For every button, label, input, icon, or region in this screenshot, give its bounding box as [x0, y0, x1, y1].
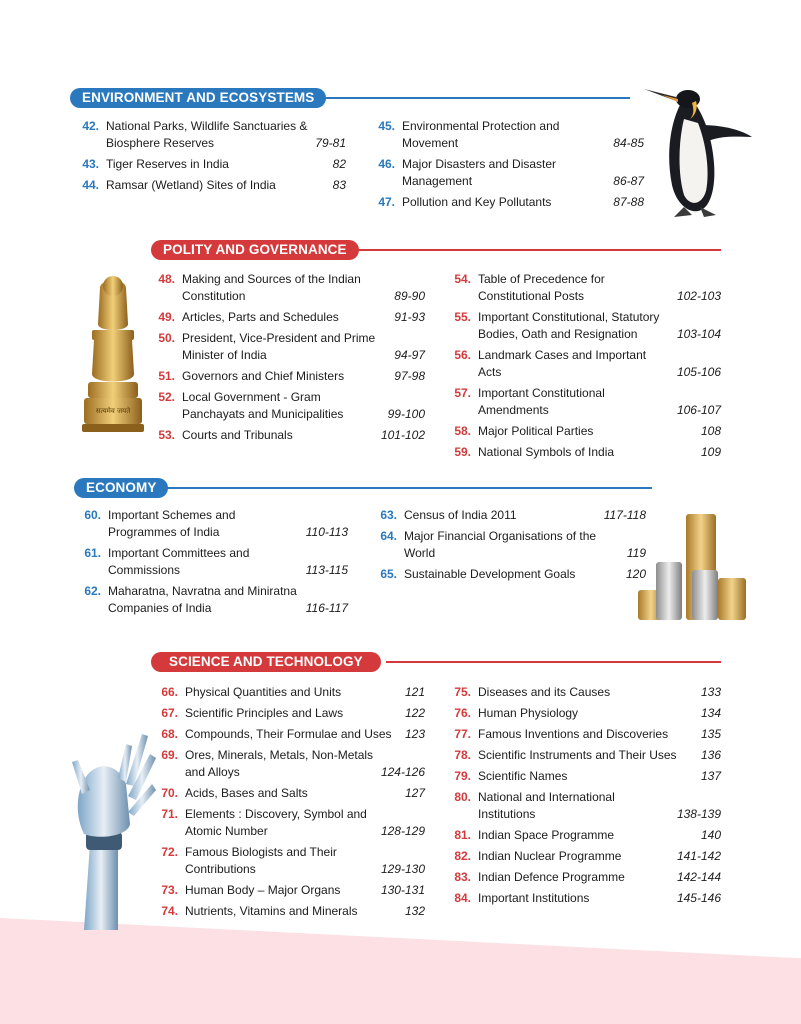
entry-title: Acids, Bases and Salts: [185, 786, 308, 800]
entry-number: 71.: [161, 807, 178, 821]
penguin-icon: [640, 85, 755, 220]
entry-number: 63.: [380, 508, 397, 522]
toc-entry: [155, 844, 425, 878]
entry-title: Indian Nuclear Programme: [478, 849, 622, 863]
entry-pages: 89-90: [394, 289, 425, 303]
toc-entry: [372, 194, 644, 211]
entry-pages: 79-81: [315, 136, 346, 150]
entry-title: Human Body – Major Organs: [185, 883, 341, 897]
entry-pages: 91-93: [394, 310, 425, 324]
entry-pages: 137: [700, 769, 721, 783]
section-heading-science: [151, 652, 721, 672]
heading-rule: [164, 487, 652, 489]
entry-title: Compounds, Their Formulae and Uses: [185, 727, 392, 741]
entry-number: 67.: [161, 706, 178, 720]
entry-pages: 82: [332, 157, 346, 171]
entry-number: 69.: [161, 748, 178, 762]
entry-pages: 103-104: [676, 327, 721, 341]
entry-number: 52.: [158, 390, 175, 404]
entry-pages: 121: [404, 685, 425, 699]
entry-pages: 130-131: [380, 883, 425, 897]
entry-pages: 138-139: [676, 807, 721, 821]
toc-entry: [155, 705, 425, 722]
toc-entry: [152, 389, 425, 423]
entry-title: Major Disasters and Disaster Management: [402, 157, 557, 188]
toc-entry: [155, 882, 425, 899]
entry-title: Pollution and Key Pollutants: [402, 195, 552, 209]
entry-title: Important Schemes and Programmes of India: [108, 508, 236, 539]
entry-pages: 109: [700, 445, 721, 459]
entry-pages: 113-115: [305, 563, 348, 577]
entry-title: Indian Defence Programme: [478, 870, 625, 884]
entry-pages: 99-100: [387, 407, 425, 421]
toc-entry: [76, 118, 346, 152]
toc-entry: [448, 423, 721, 440]
toc-entry: [448, 385, 721, 419]
entry-title: Famous Inventions and Discoveries: [478, 727, 669, 741]
heading-pill: POLITY AND GOVERNANCE: [151, 240, 359, 260]
entry-number: 80.: [454, 790, 471, 804]
entry-number: 45.: [378, 119, 395, 133]
toc-column: [152, 271, 425, 444]
entry-title: Important Constitutional Amendments: [478, 386, 605, 417]
entry-number: 72.: [161, 845, 178, 859]
entry-title: National Symbols of India: [478, 445, 615, 459]
entry-number: 53.: [158, 428, 175, 442]
entry-pages: 145-146: [676, 891, 721, 905]
entry-title: Major Political Parties: [478, 424, 594, 438]
entry-pages: 133: [700, 685, 721, 699]
entry-pages: 129-130: [380, 862, 425, 876]
entry-title: Nutrients, Vitamins and Minerals: [185, 904, 358, 918]
toc-column: [374, 507, 646, 583]
ashoka-emblem-icon: [80, 274, 146, 434]
entry-number: 83.: [454, 870, 471, 884]
coin-stacks-icon: [636, 510, 748, 622]
pink-footer-band: [0, 918, 801, 1024]
toc-entry: [448, 726, 721, 743]
entry-pages: 128-129: [380, 824, 425, 838]
toc-entry: [152, 330, 425, 364]
toc-entry: [372, 156, 644, 190]
entry-title: Governors and Chief Ministers: [182, 369, 345, 383]
toc-entry: [448, 309, 721, 343]
entry-number: 59.: [454, 445, 471, 459]
entry-number: 64.: [380, 529, 397, 543]
toc-entry: [76, 177, 346, 194]
toc-entry: [448, 684, 721, 701]
entry-pages: 86-87: [613, 174, 644, 188]
entry-title: Diseases and its Causes: [478, 685, 611, 699]
entry-pages: 84-85: [613, 136, 644, 150]
entry-title: Courts and Tribunals: [182, 428, 293, 442]
entry-number: 43.: [82, 157, 99, 171]
entry-number: 56.: [454, 348, 471, 362]
toc-entry: [155, 726, 425, 743]
toc-entry: [448, 705, 721, 722]
entry-pages: 124-126: [380, 765, 425, 779]
entry-number: 74.: [161, 904, 178, 918]
entry-number: 42.: [82, 119, 99, 133]
entry-pages: 141-142: [676, 849, 721, 863]
section-heading-environment: [70, 88, 630, 108]
entry-pages: 127: [404, 786, 425, 800]
entry-number: 48.: [158, 272, 175, 286]
entry-number: 60.: [84, 508, 101, 522]
toc-entry: [448, 347, 721, 381]
entry-number: 82.: [454, 849, 471, 863]
toc-entry: [374, 566, 646, 583]
heading-rule: [386, 661, 721, 663]
entry-pages: 135: [700, 727, 721, 741]
entry-title: Local Government - Gram Panchayats and Municipalities: [182, 390, 344, 421]
toc-column: [372, 118, 644, 211]
toc-entry: [152, 368, 425, 385]
entry-title: Scientific Names: [478, 769, 568, 783]
toc-entry: [152, 427, 425, 444]
entry-number: 46.: [378, 157, 395, 171]
entry-number: 58.: [454, 424, 471, 438]
toc-entry: [448, 747, 721, 764]
entry-number: 75.: [454, 685, 471, 699]
entry-pages: 136: [700, 748, 721, 762]
entry-title: Maharatna, Navratna and Miniratna Companies of India: [108, 584, 297, 615]
entry-pages: 117-118: [603, 508, 646, 522]
entry-number: 68.: [161, 727, 178, 741]
section-heading-economy: [74, 478, 652, 498]
toc-entry: [448, 271, 721, 305]
entry-number: 44.: [82, 178, 99, 192]
entry-title: Environmental Protection and Movement: [402, 119, 560, 150]
entry-pages: 119: [626, 546, 646, 560]
entry-pages: 116-117: [305, 601, 348, 615]
toc-column: [76, 118, 346, 194]
entry-title: Elements : Discovery, Symbol and Atomic Number: [185, 807, 367, 838]
toc-entry: [448, 869, 721, 886]
toc-entry: [448, 768, 721, 785]
toc-entry: [448, 890, 721, 907]
entry-number: 81.: [454, 828, 471, 842]
entry-number: 57.: [454, 386, 471, 400]
entry-number: 79.: [454, 769, 471, 783]
entry-pages: 108: [700, 424, 721, 438]
toc-entry: [155, 785, 425, 802]
entry-pages: 122: [404, 706, 425, 720]
entry-title: Scientific Principles and Laws: [185, 706, 344, 720]
entry-title: Landmark Cases and Important Acts: [478, 348, 647, 379]
entry-title: Indian Space Programme: [478, 828, 615, 842]
entry-title: Scientific Instruments and Their Uses: [478, 748, 677, 762]
heading-pill: ENVIRONMENT AND ECOSYSTEMS: [70, 88, 326, 108]
toc-column: [448, 684, 721, 907]
entry-title: Important Committees and Commissions: [108, 546, 250, 577]
entry-number: 51.: [158, 369, 175, 383]
heading-pill: SCIENCE AND TECHNOLOGY: [151, 652, 381, 672]
section-heading-polity: [151, 240, 721, 260]
toc-entry: [155, 684, 425, 701]
entry-pages: 110-113: [305, 525, 348, 539]
entry-title: Articles, Parts and Schedules: [182, 310, 339, 324]
toc-column: [155, 684, 425, 920]
toc-entry: [448, 444, 721, 461]
toc-entry: [78, 545, 348, 579]
entry-pages: 134: [700, 706, 721, 720]
toc-column: [448, 271, 721, 461]
toc-column: [78, 507, 348, 617]
toc-entry: [76, 156, 346, 173]
toc-entry: [448, 789, 721, 823]
entry-title: National Parks, Wildlife Sanctuaries & Biosphere Reserves: [106, 119, 308, 150]
entry-number: 65.: [380, 567, 397, 581]
entry-pages: 101-102: [380, 428, 425, 442]
entry-number: 47.: [378, 195, 395, 209]
entry-pages: 105-106: [676, 365, 721, 379]
entry-title: Census of India 2011: [404, 508, 517, 522]
entry-pages: 132: [404, 904, 425, 918]
entry-number: 70.: [161, 786, 178, 800]
toc-entry: [152, 271, 425, 305]
toc-entry: [155, 747, 425, 781]
heading-rule: [351, 249, 721, 251]
toc-entry: [155, 806, 425, 840]
entry-title: Sustainable Development Goals: [404, 567, 576, 581]
emblem-motto: सत्यमेव जयते: [95, 407, 131, 415]
entry-pages: 87-88: [613, 195, 644, 209]
heading-pill: ECONOMY: [74, 478, 168, 498]
entry-number: 62.: [84, 584, 101, 598]
entry-number: 73.: [161, 883, 178, 897]
entry-pages: 83: [332, 178, 346, 192]
toc-entry: [374, 528, 646, 562]
entry-title: President, Vice-President and Prime Minister of India: [182, 331, 376, 362]
toc-entry: [374, 507, 646, 524]
toc-entry: [448, 827, 721, 844]
entry-pages: 123: [404, 727, 425, 741]
entry-title: Human Physiology: [478, 706, 579, 720]
entry-number: 76.: [454, 706, 471, 720]
toc-entry: [372, 118, 644, 152]
entry-number: 55.: [454, 310, 471, 324]
entry-pages: 106-107: [676, 403, 721, 417]
entry-number: 54.: [454, 272, 471, 286]
entry-title: Physical Quantities and Units: [185, 685, 342, 699]
toc-entry: [448, 848, 721, 865]
heading-rule: [320, 97, 630, 99]
entry-title: Major Financial Organisations of the World: [404, 529, 597, 560]
entry-number: 66.: [161, 685, 178, 699]
entry-pages: 120: [625, 567, 646, 581]
entry-number: 78.: [454, 748, 471, 762]
toc-entry: [155, 903, 425, 920]
entry-title: National and International Institutions: [478, 790, 615, 821]
entry-title: Famous Biologists and Their Contributions: [185, 845, 337, 876]
toc-entry: [78, 507, 348, 541]
entry-number: 84.: [454, 891, 471, 905]
entry-pages: 94-97: [394, 348, 425, 362]
entry-pages: 102-103: [676, 289, 721, 303]
entry-pages: 142-144: [676, 870, 721, 884]
entry-number: 49.: [158, 310, 175, 324]
entry-title: Tiger Reserves in India: [106, 157, 229, 171]
entry-number: 77.: [454, 727, 471, 741]
entry-title: Important Constitutional, Statutory Bodies, Oath and Resignation: [478, 310, 660, 341]
entry-number: 61.: [84, 546, 101, 560]
entry-pages: 140: [700, 828, 721, 842]
toc-entry: [152, 309, 425, 326]
entry-title: Table of Precedence for Constitutional Posts: [478, 272, 605, 303]
entry-title: Important Institutions: [478, 891, 590, 905]
entry-title: Ores, Minerals, Metals, Non-Metals and Alloys: [185, 748, 374, 779]
entry-number: 50.: [158, 331, 175, 345]
entry-pages: 97-98: [394, 369, 425, 383]
entry-title: Making and Sources of the Indian Constitution: [182, 272, 361, 303]
toc-entry: [78, 583, 348, 617]
robot-hand-icon: [70, 724, 160, 930]
entry-title: Ramsar (Wetland) Sites of India: [106, 178, 276, 192]
